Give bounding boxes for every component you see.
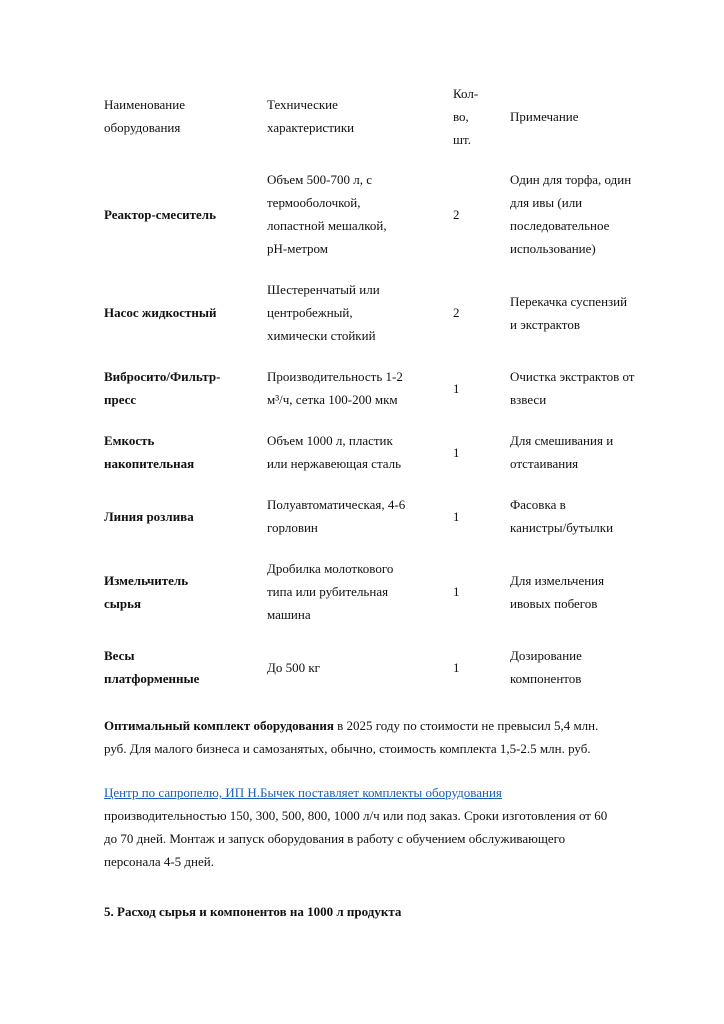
cell-line: Один для торфа, один	[510, 172, 632, 187]
equipment-qty: 2	[453, 305, 460, 320]
paragraph-line	[104, 781, 664, 804]
cell-line: Фасовка в	[510, 497, 566, 512]
header-line: шт.	[453, 131, 471, 147]
cell-line: и экстрактов	[510, 316, 580, 332]
table-header-row	[104, 80, 644, 152]
supplier-paragraph	[104, 781, 664, 873]
equipment-qty: 1	[453, 380, 460, 396]
cell-line: химически стойкий	[267, 328, 376, 343]
table-row	[104, 557, 644, 626]
header-line: Примечание	[510, 108, 579, 124]
cell-line: pH-метром	[267, 241, 329, 256]
cell-line: термооболочкой,	[267, 195, 361, 210]
equipment-qty: 1	[453, 659, 460, 675]
paragraph-line: персонала 4-5 дней.	[104, 854, 214, 869]
cell-line: пресс	[104, 392, 137, 407]
equipment-note	[510, 569, 644, 615]
table-row	[104, 365, 644, 411]
cell-line: ивовых побегов	[510, 595, 598, 611]
cell-line: типа или рубительная	[267, 584, 389, 599]
header-line: во,	[453, 108, 469, 124]
header-line: Кол-	[453, 85, 479, 101]
cell-line: Реактор-смеситель	[104, 206, 216, 222]
equipment-note	[510, 429, 644, 475]
cost-paragraph	[104, 714, 664, 760]
equipment-name	[104, 365, 267, 411]
cell-line: Полуавтоматическая, 4-6	[267, 497, 406, 512]
cell-line: Измельчитель	[104, 572, 189, 588]
equipment-name	[104, 644, 267, 690]
cell-line: Шестеренчатый или	[267, 282, 380, 297]
cell-line: Очистка экстрактов от	[510, 369, 635, 384]
equipment-note	[510, 168, 644, 260]
equipment-spec	[267, 168, 453, 260]
cell-line: Производительность 1-2	[267, 369, 403, 384]
cell-line: платформенные	[104, 671, 200, 686]
header-line: характеристики	[267, 120, 355, 135]
cell-line: канистры/бутылки	[510, 520, 614, 535]
section-heading: 5. Расход сырья и компонентов на 1000 л продукта	[104, 904, 402, 919]
equipment-name	[104, 569, 267, 615]
cell-line: сырья	[104, 595, 142, 611]
cost-paragraph-rest: в 2025 году по стоимости не превысил 5,4 млн.	[333, 718, 599, 733]
equipment-note	[510, 365, 644, 411]
cell-line: Для измельчения	[510, 572, 605, 588]
cell-line: Объем 500-700 л, с	[267, 172, 372, 187]
table-row	[104, 168, 644, 260]
cell-line: Дозирование	[510, 648, 582, 663]
cell-line: горловин	[267, 520, 318, 535]
cell-line: Весы	[104, 648, 135, 663]
cell-line: машина	[267, 607, 311, 622]
paragraph-line: производительностью 150, 300, 500, 800, 1000 л/ч или под заказ. Сроки изготовления от 60	[104, 808, 608, 823]
cell-line: Для смешивания и	[510, 433, 614, 448]
equipment-name	[104, 505, 267, 528]
supplier-link[interactable]: Центр по сапропелю, ИП Н.Бычек поставляет комплекты оборудования	[104, 785, 502, 800]
cell-line: накопительная	[104, 456, 195, 471]
equipment-spec	[267, 429, 453, 475]
equipment-note	[510, 493, 644, 539]
header-spec	[267, 93, 453, 139]
equipment-note	[510, 644, 644, 690]
equipment-name	[104, 203, 267, 226]
equipment-spec	[267, 656, 453, 679]
header-line: Наименование	[104, 97, 185, 112]
equipment-table	[104, 80, 644, 690]
cost-paragraph-bold: Оптимальный комплект оборудования	[104, 718, 334, 733]
equipment-spec	[267, 557, 453, 626]
equipment-name	[104, 301, 267, 324]
equipment-qty: 1	[453, 444, 460, 460]
cell-line: До 500 кг	[267, 659, 321, 675]
cell-line: Дробилка молоткового	[267, 561, 394, 576]
table-row	[104, 429, 644, 475]
paragraph-line: до 70 дней. Монтаж и запуск оборудования в работу с обучением обслуживающего	[104, 831, 566, 846]
table-row	[104, 493, 644, 539]
equipment-qty: 1	[453, 584, 460, 599]
cell-line: или нержавеющая сталь	[267, 456, 402, 471]
table-row	[104, 644, 644, 690]
header-line: оборудования	[104, 120, 181, 135]
header-line: Технические	[267, 97, 338, 112]
equipment-spec	[267, 278, 453, 347]
equipment-note	[510, 290, 644, 336]
equipment-name	[104, 429, 267, 475]
cell-line: Перекачка суспензий	[510, 293, 628, 309]
cell-line: Объем 1000 л, пластик	[267, 433, 393, 448]
cell-line: взвеси	[510, 392, 547, 407]
equipment-qty: 2	[453, 206, 460, 222]
equipment-spec	[267, 493, 453, 539]
cell-line: м³/ч, сетка 100-200 мкм	[267, 392, 398, 407]
cell-line: для ивы (или	[510, 195, 583, 210]
cell-line: отстаивания	[510, 456, 579, 471]
header-name	[104, 93, 267, 139]
cell-line: центробежный,	[267, 305, 353, 320]
cell-line: Насос жидкостный	[104, 305, 217, 320]
cell-line: лопастной мешалкой,	[267, 218, 387, 233]
paragraph-line: руб. Для малого бизнеса и самозанятых, обычно, стоимость комплекта 1,5-2.5 млн. руб.	[104, 741, 591, 756]
cell-line: Вибросито/Фильтр-	[104, 369, 221, 384]
cell-line: использование)	[510, 241, 596, 256]
cell-line: компонентов	[510, 671, 582, 686]
cell-line: Емкость	[104, 433, 155, 448]
header-qty	[453, 82, 510, 151]
equipment-spec	[267, 365, 453, 411]
table-row	[104, 278, 644, 347]
header-note	[510, 105, 644, 128]
paragraph-line	[104, 714, 664, 737]
cell-line: Линия розлива	[104, 508, 194, 524]
equipment-qty: 1	[453, 508, 460, 524]
cell-line: последовательное	[510, 218, 610, 233]
